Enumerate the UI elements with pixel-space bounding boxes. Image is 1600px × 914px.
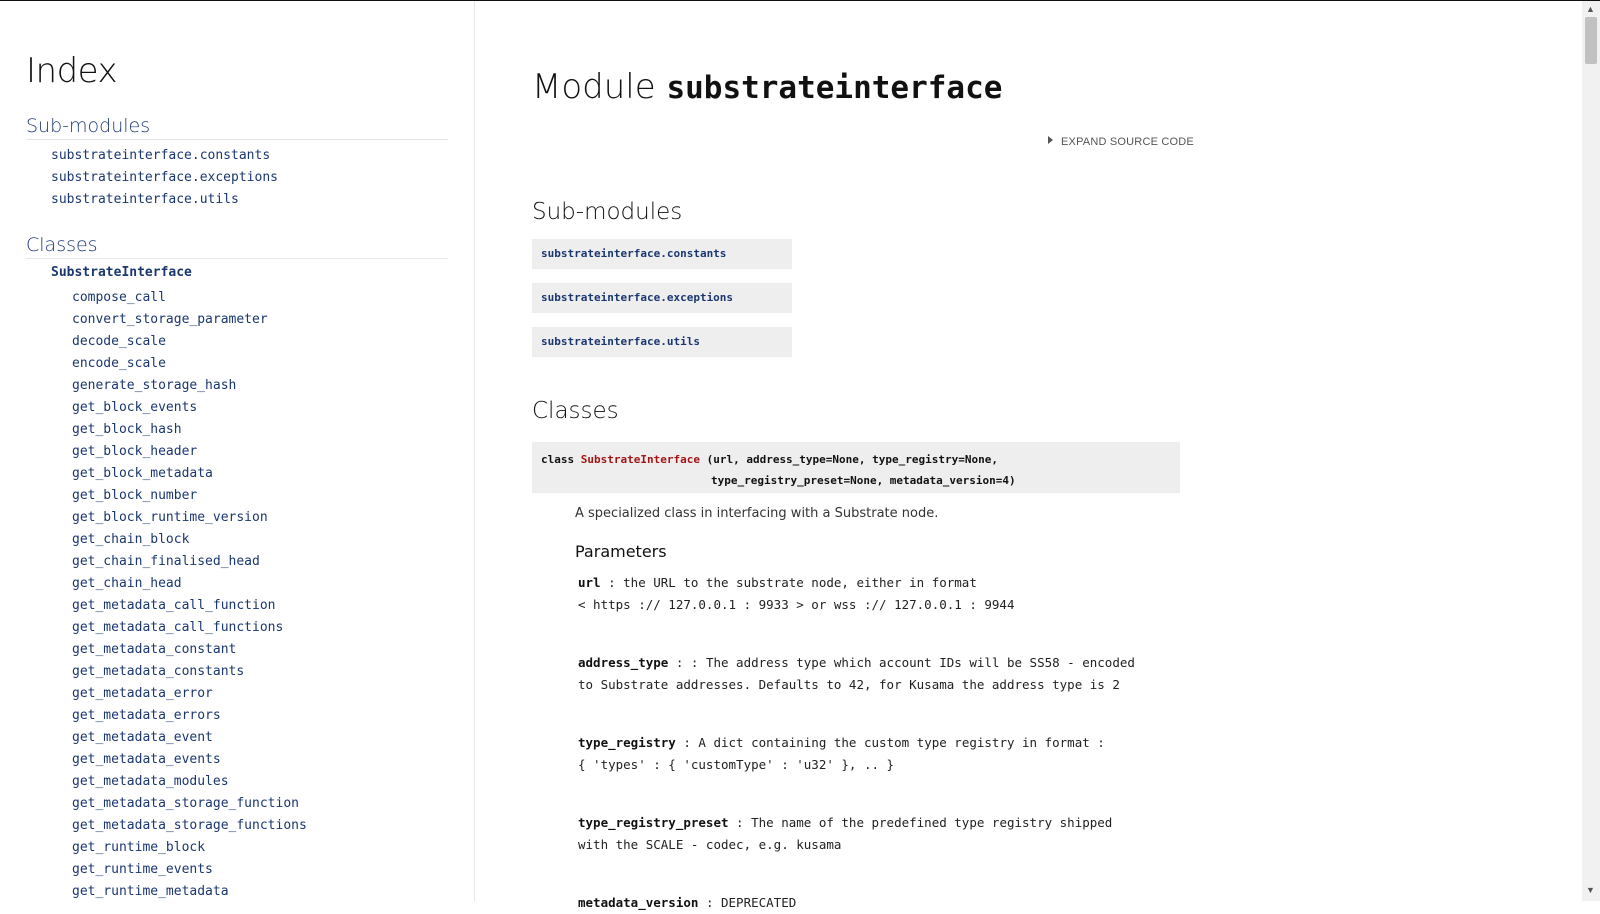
parameter-description: : : The address type which account IDs will be SS58 - encoded bbox=[668, 655, 1135, 670]
vertical-scrollbar[interactable] bbox=[1582, 1, 1600, 901]
class-keyword: class bbox=[541, 453, 581, 466]
sidebar-submodule-link[interactable]: substrateinterface.constants bbox=[51, 148, 271, 163]
sidebar-class-link[interactable]: SubstrateInterface bbox=[51, 265, 192, 280]
parameter-item bbox=[578, 892, 1188, 914]
sidebar-method-link[interactable]: get_metadata_constants bbox=[72, 664, 245, 679]
class-signature-args-continued: type_registry_preset=None, metadata_version=4) bbox=[711, 474, 1016, 487]
submodule-link[interactable]: substrateinterface.constants bbox=[532, 239, 792, 269]
sidebar-method-link[interactable]: get_block_hash bbox=[72, 422, 182, 437]
expand-source-toggle[interactable] bbox=[1048, 136, 1194, 148]
class-name-link[interactable]: SubstrateInterface bbox=[580, 453, 700, 466]
sidebar-method-list bbox=[72, 287, 307, 903]
page-title-module-name: substrateinterface bbox=[666, 70, 1003, 106]
sidebar-method-link[interactable]: get_metadata_call_functions bbox=[72, 620, 284, 635]
triangle-right-icon bbox=[1048, 136, 1053, 144]
submodule-link[interactable]: substrateinterface.exceptions bbox=[532, 283, 792, 313]
expand-source-label: EXPAND SOURCE CODE bbox=[1061, 136, 1194, 148]
sidebar-method-link[interactable]: get_metadata_storage_functions bbox=[72, 818, 307, 833]
parameter-name: metadata_version bbox=[578, 895, 699, 910]
sidebar-method-link[interactable]: get_metadata_errors bbox=[72, 708, 221, 723]
sidebar-method-link[interactable]: get_metadata_modules bbox=[72, 774, 229, 789]
sidebar-method-link[interactable]: get_metadata_storage_function bbox=[72, 796, 299, 811]
sidebar-method-link[interactable]: get_runtime_metadata bbox=[72, 884, 229, 899]
sidebar-method-link[interactable]: get_chain_head bbox=[72, 576, 182, 591]
parameter-description: : A dict containing the custom type registry in format : bbox=[675, 735, 1105, 750]
parameter-item bbox=[578, 732, 1188, 776]
submodule-link[interactable]: substrateinterface.utils bbox=[532, 327, 792, 357]
class-signature bbox=[532, 442, 1180, 493]
parameter-description: : the URL to the substrate node, either in format bbox=[600, 575, 977, 590]
sidebar-method-link[interactable]: get_block_events bbox=[72, 400, 198, 415]
parameter-description: : DEPRECATED bbox=[698, 895, 797, 910]
scrollbar-thumb[interactable] bbox=[1585, 17, 1597, 64]
parameter-description-continued: with the SCALE - codec, e.g. kusama bbox=[578, 837, 842, 852]
parameter-description-continued: { 'types' : { 'customType' : 'u32' }, .. } bbox=[578, 757, 895, 772]
sidebar-method-link[interactable]: generate_storage_hash bbox=[72, 378, 237, 393]
parameter-description: : The name of the predefined type registry shipped bbox=[728, 815, 1113, 830]
sidebar-method-link[interactable]: get_metadata_events bbox=[72, 752, 221, 767]
parameter-item bbox=[578, 572, 1188, 616]
sidebar-method-link[interactable]: get_metadata_event bbox=[72, 730, 213, 745]
parameter-item bbox=[578, 812, 1188, 856]
parameter-name: url bbox=[578, 575, 601, 590]
class-description: A specialized class in interfacing with a Substrate node. bbox=[575, 506, 939, 521]
parameter-name: type_registry_preset bbox=[578, 815, 729, 830]
sidebar-method-link[interactable]: compose_call bbox=[72, 290, 166, 305]
sidebar-submodule-link[interactable]: substrateinterface.utils bbox=[51, 192, 239, 207]
classes-heading: Classes bbox=[532, 398, 619, 424]
scroll-up-arrow-icon[interactable]: ▲ bbox=[1586, 4, 1595, 14]
parameter-name: type_registry bbox=[578, 735, 676, 750]
sidebar-method-link[interactable]: convert_storage_parameter bbox=[72, 312, 268, 327]
sidebar-method-link[interactable]: get_runtime_events bbox=[72, 862, 213, 877]
sidebar-method-link[interactable]: get_metadata_error bbox=[72, 686, 213, 701]
main-content bbox=[476, 1, 1576, 910]
page-title bbox=[532, 67, 1002, 107]
scroll-down-arrow-icon[interactable]: ▼ bbox=[1586, 885, 1595, 895]
sidebar-method-link[interactable]: get_block_header bbox=[72, 444, 198, 459]
sidebar-submodule-list bbox=[51, 145, 278, 211]
sidebar-method-link[interactable]: get_runtime_block bbox=[72, 840, 206, 855]
sidebar-method-link[interactable]: decode_scale bbox=[72, 334, 166, 349]
parameter-description-continued: to Substrate addresses. Defaults to 42, for Kusama the address type is 2 bbox=[578, 677, 1120, 692]
index-title: Index bbox=[26, 51, 118, 91]
class-signature-args: (url, address_type=None, type_registry=None, bbox=[699, 453, 998, 466]
sidebar-classes-heading: Classes bbox=[26, 234, 448, 259]
parameter-description-continued: < https :// 127.0.0.1 : 9933 > or wss :// 127.0.0.1 : 9944 bbox=[578, 597, 1015, 612]
sidebar-method-link[interactable]: get_block_number bbox=[72, 488, 198, 503]
parameter-item bbox=[578, 652, 1188, 696]
parameters-heading: Parameters bbox=[575, 542, 667, 561]
sidebar-method-link[interactable]: get_chain_block bbox=[72, 532, 190, 547]
sidebar-method-link[interactable]: get_block_metadata bbox=[72, 466, 213, 481]
sidebar-method-link[interactable]: get_block_runtime_version bbox=[72, 510, 268, 525]
sidebar-method-link[interactable]: get_metadata_constant bbox=[72, 642, 237, 657]
sidebar-method-link[interactable]: get_chain_finalised_head bbox=[72, 554, 260, 569]
sidebar-submodule-link[interactable]: substrateinterface.exceptions bbox=[51, 170, 278, 185]
page-title-prefix: Module bbox=[532, 67, 667, 107]
sidebar-submodules-heading: Sub-modules bbox=[26, 115, 448, 140]
parameter-name: address_type bbox=[578, 655, 669, 670]
sidebar-method-link[interactable]: get_metadata_call_function bbox=[72, 598, 276, 613]
sidebar bbox=[0, 1, 475, 901]
submodules-heading: Sub-modules bbox=[532, 199, 683, 225]
sidebar-method-link[interactable]: encode_scale bbox=[72, 356, 166, 371]
